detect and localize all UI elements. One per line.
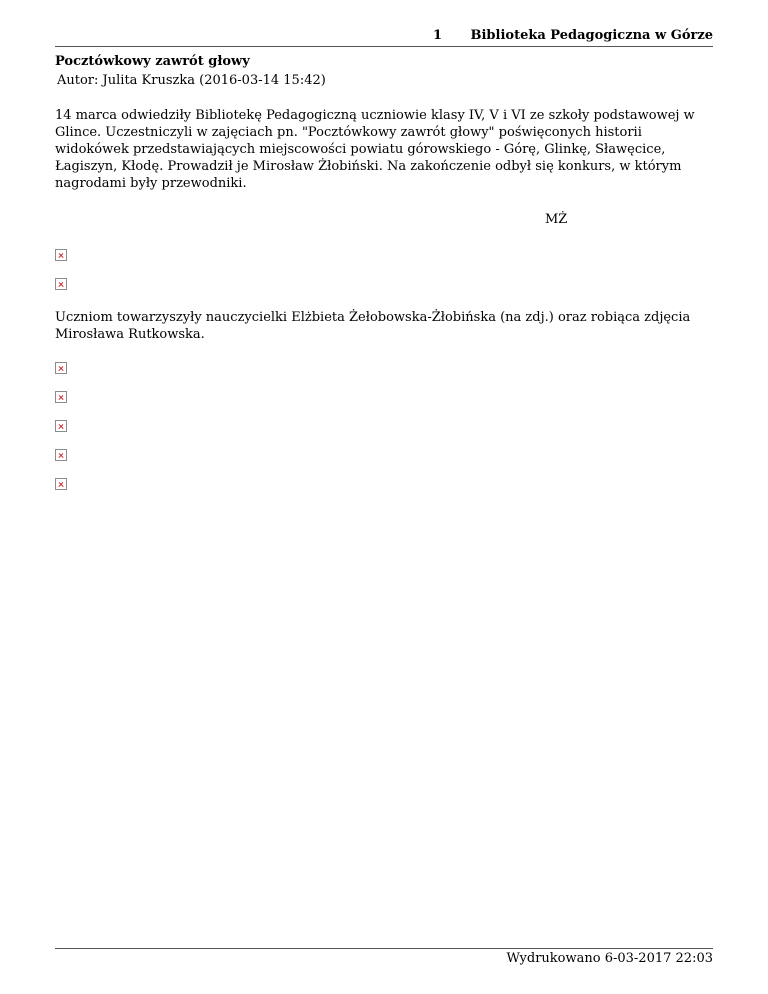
article-paragraph: Uczniom towarzyszyły nauczycielki Elżbieta Żełobowska-Żłobińska (na zdj.) oraz robiąca zdjęcia Mirosława Rutkowska. [55,310,691,342]
broken-image-icon [55,249,67,261]
article-paragraph: 14 marca odwiedziły Bibliotekę Pedagogiczną uczniowie klasy IV, V i VI ze szkoły podstawowej w Glince. Uczestniczyli w zajęciach pn. "Pocztówkowy zawrót głowy" poświęconych historii widokówek przedstawiających miejscowości powiatu górowskiego - Górę, Glinkę, Sławęcice, Łagiszyn, Kłodę. Prowadził je Mirosław Żłobiński. Na zakończenie odbył się konkurs, w którym nagrodami były przewodniki. [55,108,695,191]
image-slot [55,478,715,490]
broken-image-icon [55,362,67,374]
article-byline: Autor: Julita Kruszka (2016-03-14 15:42) [57,73,326,88]
page-number: 1 [433,28,443,43]
broken-image-icon [55,391,67,403]
image-slot [55,362,715,374]
article [55,54,715,490]
author-signature: MŻ [545,212,568,227]
image-slot [55,420,715,432]
page-footer [55,948,713,966]
broken-image-icon [55,420,67,432]
broken-image-icon [55,278,67,290]
broken-image-icon [55,478,67,490]
broken-image-icon [55,449,67,461]
image-slot [55,449,715,461]
image-slot [55,278,715,290]
image-slot [55,391,715,403]
image-slot [55,249,715,261]
print-timestamp: Wydrukowano 6-03-2017 22:03 [506,951,713,966]
article-title: Pocztówkowy zawrót głowy [55,54,250,69]
page-header [55,28,713,47]
header-title: Biblioteka Pedagogiczna w Górze [470,28,713,43]
